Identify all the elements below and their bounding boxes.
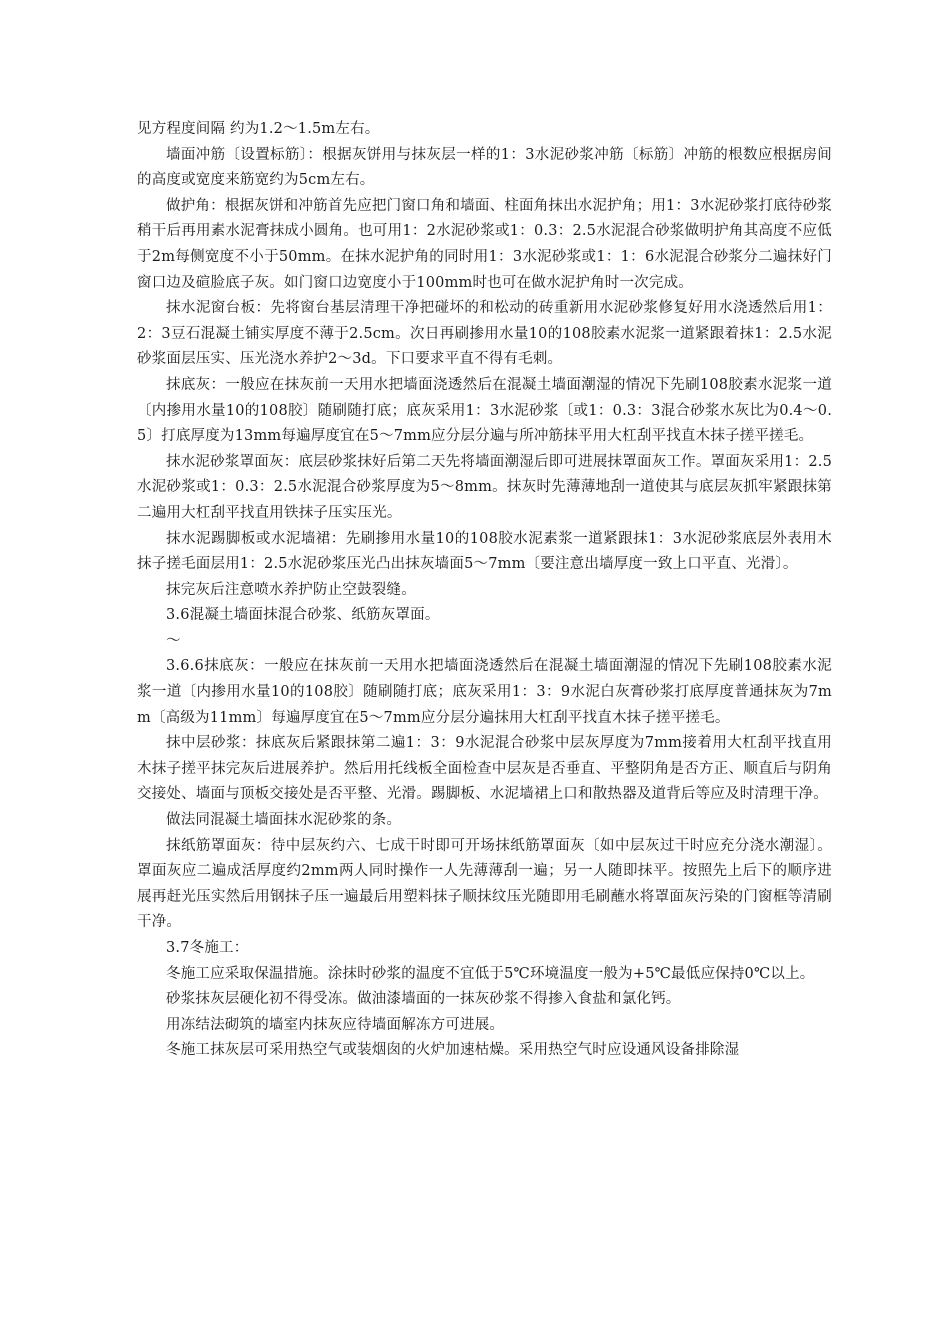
paragraph-curing: 抹完灰后注意喷水养护防止空鼓裂缝。: [166, 581, 416, 598]
paragraph-window-sill: 抹水泥窗台板：先将窗台基层清理干净把碰坏的和松动的砖重新用水泥砂浆修复好用水浇透然后用1：2：3豆石混凝土铺实厚度不薄于2.5cm。次日再刷掺用水量10的108胶素水泥浆一道紧跟着抹1：2.5水泥砂浆面层压实、压光浇水养护2～3d。下口要求平直不得有毛刺。: [137, 300, 832, 368]
paragraph-same-method: 做法同混凝土墙面抹水泥砂浆的条。: [166, 812, 402, 829]
paragraph-skirting: 抹水泥踢脚板或水泥墙裙：先刷掺用水量10的108胶水泥素浆一道紧跟抹1：3水泥砂浆底层外表用木抹子搓毛面层用1：2.5水泥砂浆压光凸出抹灰墙面5～7mm〔要注意出墙厚度一致上口平直、光滑〕。: [137, 530, 832, 573]
section-heading-3-7: 3.7冬施工：: [166, 940, 249, 956]
paragraph-no-freeze: 砂浆抹灰层硬化初不得受冻。做油漆墙面的一抹灰砂浆不得掺入食盐和氯化钙。: [166, 991, 681, 1008]
paragraph-base-coat: 抹底灰：一般应在抹灰前一天用水把墙面浇透然后在混凝土墙面潮湿的情况下先刷108胶素水泥浆一道〔内掺用水量10的108胶〕随刷随打底；底灰采用1：3水泥砂浆〔或1：0.3：3混合砂浆水灰比为0.4～0.5〕打底厚度为13mm每遍厚度宜在5～7mm应分层分遍与所冲筋抹平用大杠刮平找直木抹子搓平搓毛。: [137, 376, 832, 445]
paragraph-drying: 冬施工抹灰层可采用热空气或装烟囱的火炉加速枯燥。采用热空气时应设通风设备排除湿: [166, 1042, 740, 1059]
document-page: [137, 117, 832, 1064]
paragraph-finish-coat: 抹水泥砂浆罩面灰：底层砂浆抹好后第二天先将墙面潮湿后即可进展抹罩面灰工作。罩面灰采用1：2.5水泥砂浆或1：0.3：2.5水泥混合砂浆厚度为5～8mm。抹灰时先薄薄地刮一道使其与底层灰抓牢紧跟抹第二遍用大杠刮平找直用铁抹子压实压光。: [137, 453, 832, 521]
paragraph-middle-coat: 抹中层砂浆：抹底灰后紧跟抹第二遍1：3：9水泥混合砂浆中层灰厚度为7mm接着用大杠刮平找直用木抹子搓平抹完灰后进展养护。然后用托线板全面检查中层灰是否垂直、平整阴角是否方正、顺直后与阴角交接处、墙面与顶板交接处是否平整、光滑。踢脚板、水泥墙裙上口和散热器及道背后等应及时清理干净。: [137, 735, 832, 803]
paragraph-thaw-wait: 用冻结法砌筑的墙室内抹灰应待墙面解冻方可进展。: [166, 1016, 505, 1033]
paragraph-winter-insulation: 冬施工应采取保温措施。涂抹时砂浆的温度不宜低于5℃环境温度一般为+5℃最低应保持0℃以上。: [166, 965, 815, 982]
paragraph-tilde: ～: [166, 632, 181, 649]
paragraph-3-6-6-base-coat: 3.6.6抹底灰：一般应在抹灰前一天用水把墙面浇透然后在混凝土墙面潮湿的情况下先刷108胶素水泥浆一道〔内掺用水量10的108胶〕随刷随打底；底灰采用1：3：9水泥白灰膏砂浆打底厚度普通抹灰为7mm〔高级为11mm〕每遍厚度宜在5～7mm应分层分遍抹用大杠刮平找直木抹子搓平搓毛。: [137, 658, 832, 726]
section-heading-3-6: 3.6混凝土墙面抹混合砂浆、纸筋灰罩面。: [166, 607, 440, 624]
paragraph-corner-guard: 做护角：根据灰饼和冲筋首先应把门窗口角和墙面、柱面角抹出水泥护角；用1：3水泥砂浆打底待砂浆稍干后再用素水泥膏抹成小圆角。也可用1：2水泥砂浆或1：0.3：2.5水泥混合砂浆做明护角其高度不应低于2m每侧宽度不小于50mm。在抹水泥护角的同时用1：3水泥砂浆或1：1：6水泥混合砂浆分二遍抹好门窗口边及碹脸底子灰。如门窗口边宽度小于100mm时也可在做水泥护角时一次完成。: [137, 197, 832, 291]
paragraph-paper-fiber-coat: 抹纸筋罩面灰：待中层灰约六、七成干时即可开场抹纸筋罩面灰〔如中层灰过干时应充分浇水潮湿〕。罩面灰应二遍成活厚度约2mm两人同时操作一人先薄薄刮一遍；另一人随即抹平。按照先上后下的顺序进展再赶光压实然后用钢抹子压一遍最后用塑料抹子顺抹纹压光随即用毛刷蘸水将罩面灰污染的门窗框等清刷干净。: [137, 837, 832, 931]
paragraph-spacing-note: 见方程度间隔 约为1.2～1.5m左右。: [137, 121, 380, 137]
paragraph-wall-screed: 墙面冲筋〔设置标筋〕：根据灰饼用与抹灰层一样的1：3水泥砂浆冲筋〔标筋〕冲筋的根数应根据房间的高度或宽度来筋宽约为5cm左右。: [137, 146, 832, 189]
